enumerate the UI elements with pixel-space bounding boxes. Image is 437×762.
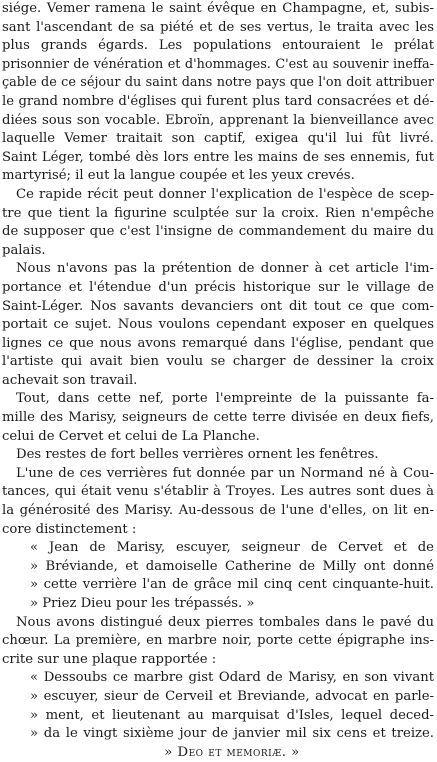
text-line: sant l'ascendant de sa piété et de ses vertus, le traita avec les: [2, 19, 434, 35]
paragraph-saint-leger-captivity: [2, 0, 434, 186]
text-line: la générosité des Marisy. Au-dessous de l'une d'elles, on lit en-: [2, 503, 434, 519]
text-line: Ce rapide récit peut donner l'explication de l'espèce de scep-: [16, 186, 434, 202]
quote-line: « Jean de Marisy, escuyer, seigneur de Cervet et de: [30, 540, 434, 556]
quote-line: » da le vingt sixième jour de janvier mil six cens et treize.: [30, 726, 434, 742]
text-line: siége. Vemer ramena le saint évêque en Champagne, et, subis-: [2, 1, 434, 16]
paragraph-marisy-family: [2, 390, 434, 446]
text-line: L'une de ces verrières fut donnée par un Normand né à Cou-: [16, 465, 434, 481]
paragraph-sceptre-explanation: [2, 186, 434, 260]
text-line: core distinctement :: [2, 521, 137, 537]
text-line: chœur. La première, en marbre noir, porte cette épigraphe ins-: [2, 633, 434, 649]
quote-line: » Deo et memoriæ. »: [164, 744, 300, 760]
text-line: laquelle Vemer traitait son captif, exigea qu'il lui fût livré.: [2, 131, 434, 147]
text-line: de supposer que c'est l'insigne de commandement du maire du: [2, 224, 434, 240]
quote-line: » Priez Dieu pour les trépassés. »: [30, 596, 255, 611]
quote-line: » cette verrière l'an de grâce mil cinq cent cinquante-huit.: [30, 577, 434, 593]
text-line: lignes ce que nous avons remarqué dans l'église, pendant que: [2, 335, 434, 351]
quote-line: » Bréviande, et damoiselle Catherine de Milly ont donné: [30, 558, 434, 574]
text-line: Nous avons distingué deux pierres tombales dans le pavé du: [16, 614, 434, 630]
text-line: Tout, dans cette nef, porte l'empreinte de la puissante fa-: [16, 391, 434, 407]
paragraph-stained-glass: [2, 446, 434, 465]
text-line: diées sous son vocable. Ebroïn, apprenant la bienveillance avec: [2, 112, 434, 128]
text-line: crite sur une plaque rapportée :: [2, 651, 217, 667]
text-line: portance et l'étendue d'un précis historique sur le village de: [2, 279, 434, 295]
text-line: tances, qui était venu s'établir à Troyes. Les autres sont dues à: [2, 484, 434, 500]
text-line: portait ce sujet. Nous voulons cependant exposer en quelques: [2, 317, 434, 333]
text-line: martyrisé; il eut la langue coupée et les yeux crevés.: [2, 168, 355, 184]
text-line: celui de Cervet et celui de La Planche.: [2, 428, 260, 444]
paragraph-tombstones: [2, 614, 434, 670]
text-line: çable de ce séjour du saint dans notre pays que l'on doit attribuer: [2, 75, 434, 91]
paragraph-historical-precis: [2, 260, 434, 390]
quote-line: » escuyer, sieur de Cerveil et Breviande, advocat en parle-: [30, 688, 434, 704]
text-line: plus grands égards. Les populations entouraient le prélat: [2, 38, 434, 54]
text-line: le grand nombre d'églises qui furent plus tard consacrées et dé-: [2, 93, 434, 109]
text-line: mille des Marisy, seigneurs de cette terre divisée en deux fiefs,: [2, 410, 434, 426]
text-line: Nous n'avons pas la prétention de donner à cet article l'im-: [16, 261, 434, 277]
quote-line: « Dessoubs ce marbre gist Odard de Marisy, en son vivant: [30, 670, 434, 686]
inscription-verriere: [2, 539, 434, 613]
text-line: Saint-Léger. Nos savants devanciers ont dit tout ce que com-: [2, 298, 434, 314]
text-line: palais.: [2, 242, 46, 258]
text-line: l'artiste qui avait bien voulu se charger de dessiner la croix: [2, 354, 434, 370]
inscription-tombstone: [2, 669, 434, 762]
text-line: tre que tient la figurine sculptée sur la croix. Rien n'empêche: [2, 205, 434, 221]
document-page: [2, 0, 434, 762]
text-line: prisonnier de vénération et d'hommages. C'est au souvenir ineffa-: [2, 56, 434, 72]
quote-line: » ment, et lieutenant au marquisat d'Isles, lequel deced-: [30, 707, 434, 723]
paragraph-verriere-donor: [2, 465, 434, 539]
text-line: Saint Léger, tombé dès lors entre les mains de ses ennemis, fut: [2, 149, 434, 165]
text-line: achevait son travail.: [2, 372, 138, 388]
text-line: Des restes de fort belles verrières ornent les fenêtres.: [16, 447, 379, 463]
